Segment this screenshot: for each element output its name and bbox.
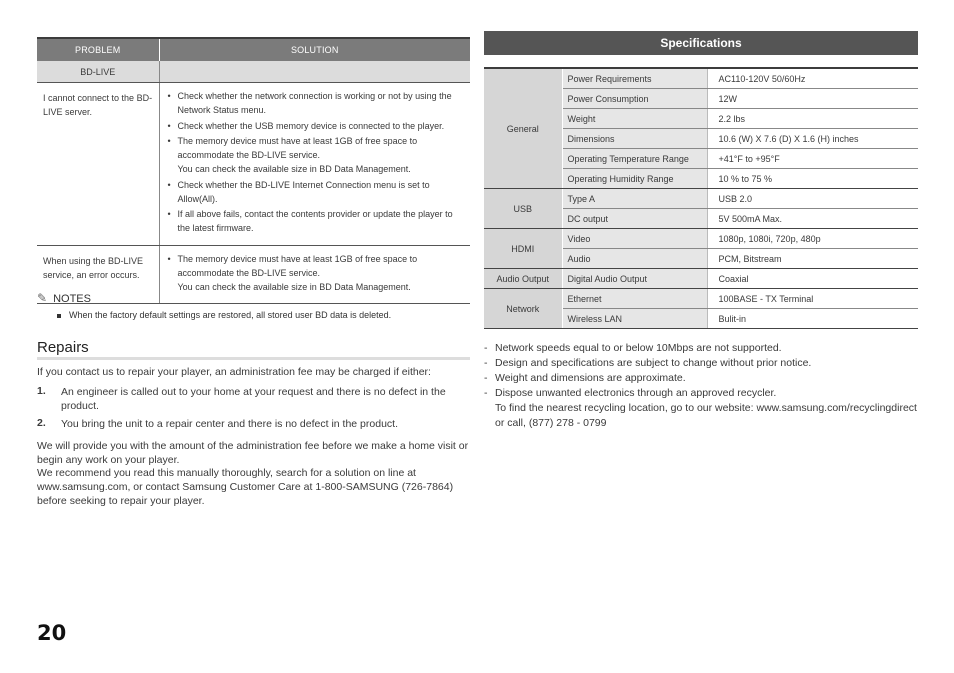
spec-item: Power Consumption: [562, 89, 707, 109]
list-number: 2.: [37, 417, 46, 429]
list-item: - Design and specifications are subject to change without prior notice.: [484, 356, 918, 371]
list-item: - Dispose unwanted electronics through an approved recycler.: [484, 386, 918, 401]
table-row: [484, 289, 918, 309]
solution-cell: [159, 83, 470, 246]
spec-item: Type A: [562, 189, 707, 209]
list-item: You bring the unit to a repair center and there is no defect in the product.: [61, 418, 398, 430]
repairs-paragraph: We recommend you read this manually thoroughly, search for a solution on line at www.samsung.com, or contact Samsung Customer Care at 1-800-SAMSUNG (726-7864) before seeking to repair your player.: [37, 467, 454, 507]
category-label: BD-LIVE: [37, 61, 159, 83]
solution-item: • If all above fails, contact the contents provider or update the player to the latest firmware.: [168, 207, 463, 235]
spec-item: Ethernet: [562, 289, 707, 309]
page-number: 20: [37, 621, 67, 645]
spec-value: 2.2 lbs: [707, 109, 918, 129]
spec-value: 5V 500mA Max.: [707, 209, 918, 229]
pencil-icon: ✎: [37, 291, 48, 305]
spec-category: Audio Output: [484, 269, 562, 289]
table-row: [37, 245, 470, 304]
category-blank: [159, 61, 470, 83]
spec-value: 10 % to 75 %: [707, 169, 918, 189]
solution-item: • The memory device must have at least 1GB of free space to accommodate the BD-LIVE service. You can check the available size in BD Data Management.: [168, 134, 463, 176]
spec-value: 100BASE - TX Terminal: [707, 289, 918, 309]
repairs-intro: If you contact us to repair your player, an administration fee may be charged if either:: [37, 366, 431, 378]
spec-item: Digital Audio Output: [562, 269, 707, 289]
table-row: [484, 189, 918, 209]
spec-value: Bulit-in: [707, 309, 918, 329]
spec-category: Network: [484, 289, 562, 329]
table-row: [484, 68, 918, 89]
spec-item: Dimensions: [562, 129, 707, 149]
table-row: [484, 229, 918, 249]
notes-heading: [37, 291, 91, 305]
notes-item: When the factory default settings are restored, all stored user BD data is deleted.: [57, 310, 391, 320]
spec-item: Power Requirements: [562, 68, 707, 89]
problem-cell: I cannot connect to the BD-LIVE server.: [37, 83, 159, 246]
repairs-paragraph: We will provide you with the amount of the administration fee before we make a home visit or begin any work on your player.: [37, 440, 469, 466]
solution-item: • Check whether the USB memory device is connected to the player.: [168, 119, 463, 133]
list-item: An engineer is called out to your home at your request and there is no defect in the product.: [61, 386, 446, 412]
spec-item: Operating Temperature Range: [562, 149, 707, 169]
spec-category: USB: [484, 189, 562, 229]
list-item: - Network speeds equal to or below 10Mbps are not supported.: [484, 341, 918, 356]
spec-item: Audio: [562, 249, 707, 269]
spec-value: USB 2.0: [707, 189, 918, 209]
table-row: [484, 269, 918, 289]
spec-value: 10.6 (W) X 7.6 (D) X 1.6 (H) inches: [707, 129, 918, 149]
list-item: - Weight and dimensions are approximate.: [484, 371, 918, 386]
solution-header: SOLUTION: [159, 38, 470, 61]
list-item-continuation: To find the nearest recycling location, go to our website: www.samsung.com/recyclingdirect or call, (877) 278 - 0799: [495, 402, 917, 429]
specifications-heading: Specifications: [484, 31, 918, 55]
spec-value: PCM, Bitstream: [707, 249, 918, 269]
solution-cell: [159, 245, 470, 304]
troubleshooting-table: [37, 37, 470, 304]
solution-item: • Check whether the network connection is working or not by using the Network Status menu.: [168, 89, 463, 117]
solution-item: • The memory device must have at least 1GB of free space to accommodate the BD-LIVE service. You can check the available size in BD Data Management.: [168, 252, 463, 294]
spec-value: 12W: [707, 89, 918, 109]
spec-value: Coaxial: [707, 269, 918, 289]
spec-category: General: [484, 68, 562, 189]
spec-value: AC110-120V 50/60Hz: [707, 68, 918, 89]
problem-cell: When using the BD-LIVE service, an error occurs.: [37, 245, 159, 304]
notes-title: NOTES: [53, 293, 91, 305]
heading-divider: [37, 357, 470, 360]
spec-category: HDMI: [484, 229, 562, 269]
spec-item: Wireless LAN: [562, 309, 707, 329]
spec-item: Video: [562, 229, 707, 249]
spec-value: 1080p, 1080i, 720p, 480p: [707, 229, 918, 249]
spec-item: Operating Humidity Range: [562, 169, 707, 189]
solution-item: • Check whether the BD-LIVE Internet Connection menu is set to Allow(All).: [168, 178, 463, 206]
spec-value: +41°F to +95°F: [707, 149, 918, 169]
problem-header: PROBLEM: [37, 38, 159, 61]
spec-item: Weight: [562, 109, 707, 129]
square-bullet-icon: [57, 314, 61, 318]
table-row: [37, 83, 470, 246]
list-number: 1.: [37, 385, 46, 397]
spec-notes: [484, 341, 918, 431]
repairs-heading: Repairs: [37, 339, 89, 356]
specifications-table: [484, 67, 918, 329]
spec-item: DC output: [562, 209, 707, 229]
